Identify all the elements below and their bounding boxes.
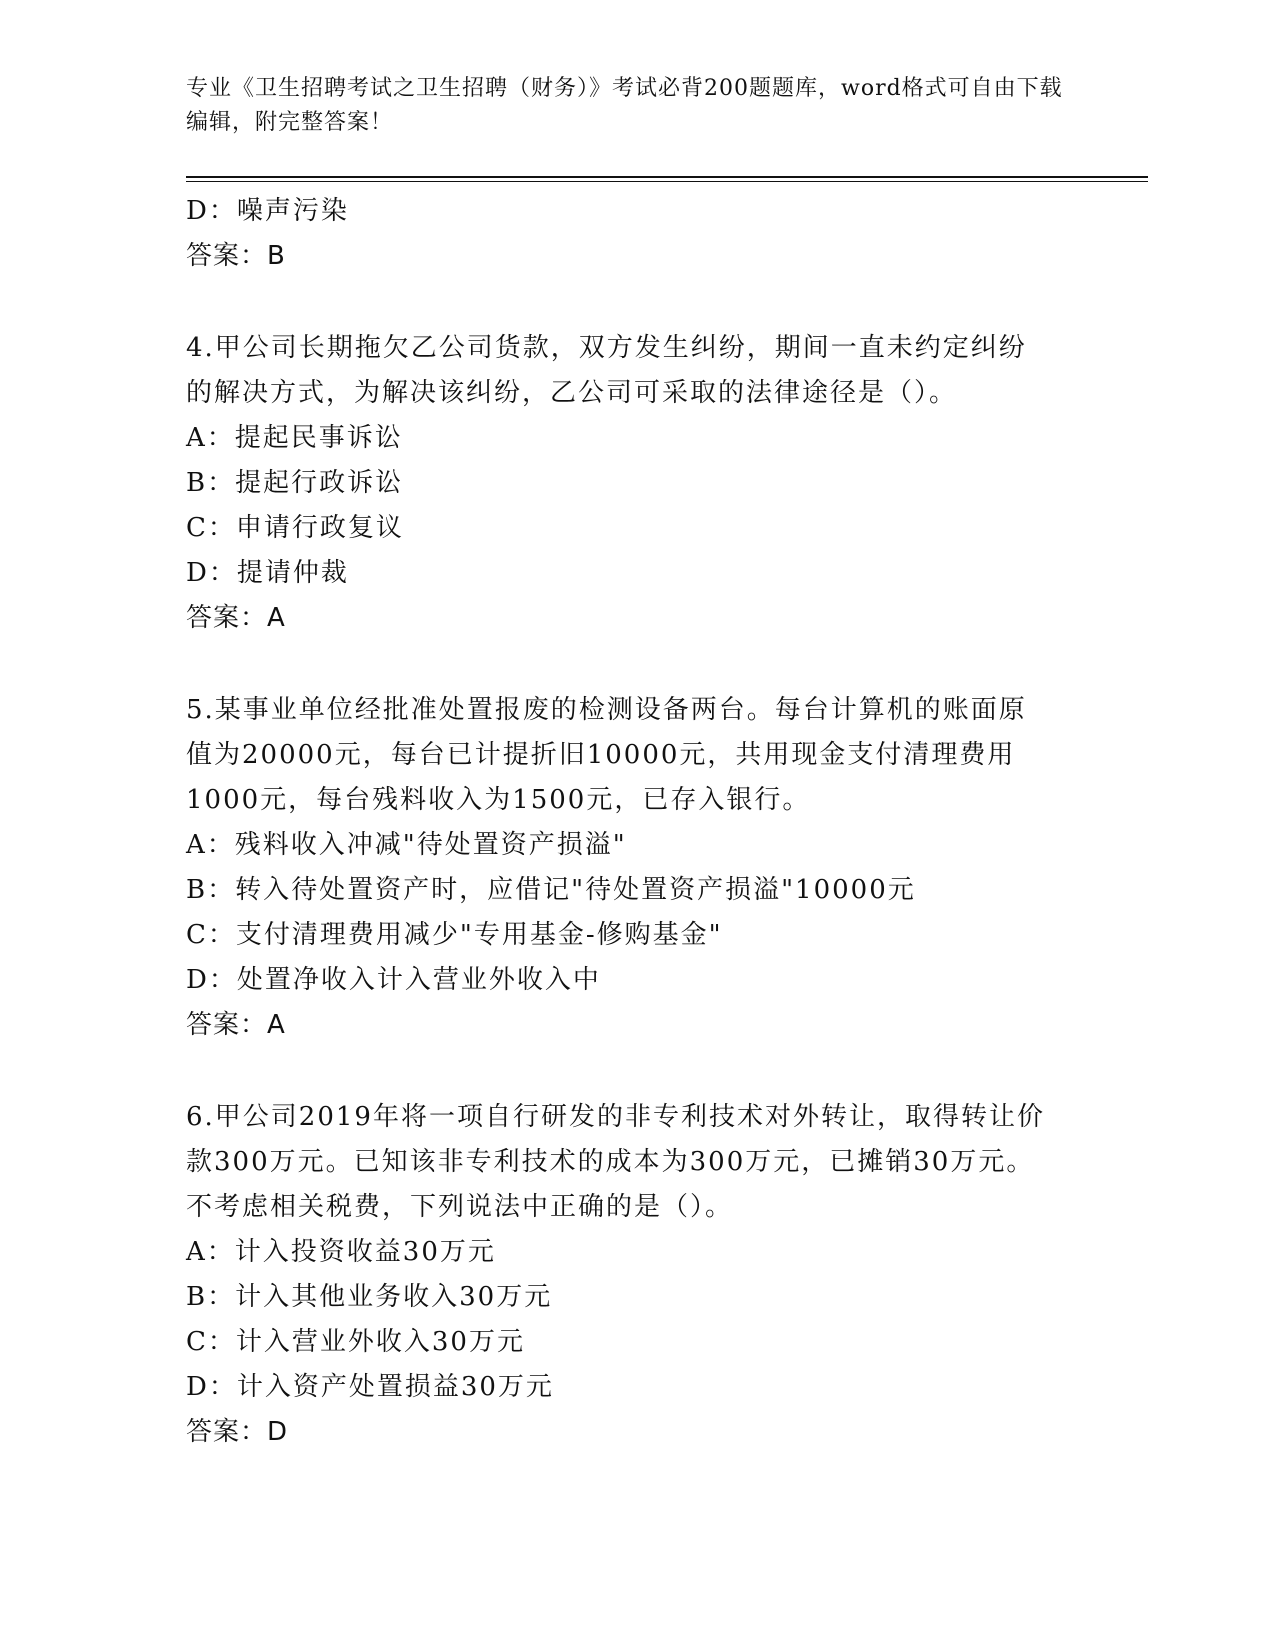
answer-line: 答案：B [186,241,286,271]
question-stem-line: 的解决方式，为解决该纠纷，乙公司可采取的法律途径是（）。 [186,378,958,408]
option-d: D：计入资产处置损益30万元 [186,1372,554,1402]
option-a: A：计入投资收益30万元 [186,1237,496,1267]
answer-line: 答案：A [186,1010,286,1040]
header-rule-thin [186,181,1148,182]
question-stem-line: 4.甲公司长期拖欠乙公司货款，双方发生纠纷，期间一直未约定纠纷 [186,333,1027,363]
option-d: D：提请仲裁 [186,558,349,588]
question-block [186,1095,1086,1455]
section-gap [186,1048,1086,1095]
section-gap [186,641,1086,688]
question-block [186,688,1086,1048]
question-stem-line: 5.某事业单位经批准处置报废的检测设备两台。每台计算机的账面原 [186,695,1027,725]
option-c: C：计入营业外收入30万元 [186,1327,525,1357]
question-stem-line: 值为20000元，每台已计提折旧10000元，共用现金支付清理费用 [186,740,1016,770]
option-d: D：处置净收入计入营业外收入中 [186,965,601,995]
option-c: C：申请行政复议 [186,513,404,543]
option-b: B：计入其他业务收入30万元 [186,1282,553,1312]
option-d: D：噪声污染 [186,196,349,226]
question-block [186,326,1086,641]
answer-line: 答案：A [186,603,286,633]
option-b: B：提起行政诉讼 [186,468,404,498]
question-stem-line: 款300万元。已知该非专利技术的成本为300万元，已摊销30万元。 [186,1147,1035,1177]
document-body [186,189,1086,1455]
answer-line: 答案：D [186,1417,289,1447]
question-stem-line: 1000元，每台残料收入为1500元，已存入银行。 [186,785,811,815]
section-gap [186,279,1086,326]
option-c: C：支付清理费用减少"专用基金-修购基金" [186,920,723,950]
question-stem-line: 不考虑相关税费，下列说法中正确的是（）。 [186,1192,734,1222]
option-a: A：提起民事诉讼 [186,423,403,453]
question-stem-line: 6.甲公司2019年将一项自行研发的非专利技术对外转让，取得转让价 [186,1102,1045,1132]
option-b: B：转入待处置资产时，应借记"待处置资产损溢"10000元 [186,875,916,905]
header-rule-thick [186,176,1148,178]
document-header: 专业《卫生招聘考试之卫生招聘（财务）》考试必背200题题库，word格式可自由下载编辑，附完整答案！ [186,76,1063,135]
option-a: A：残料收入冲减"待处置资产损溢" [186,830,627,860]
